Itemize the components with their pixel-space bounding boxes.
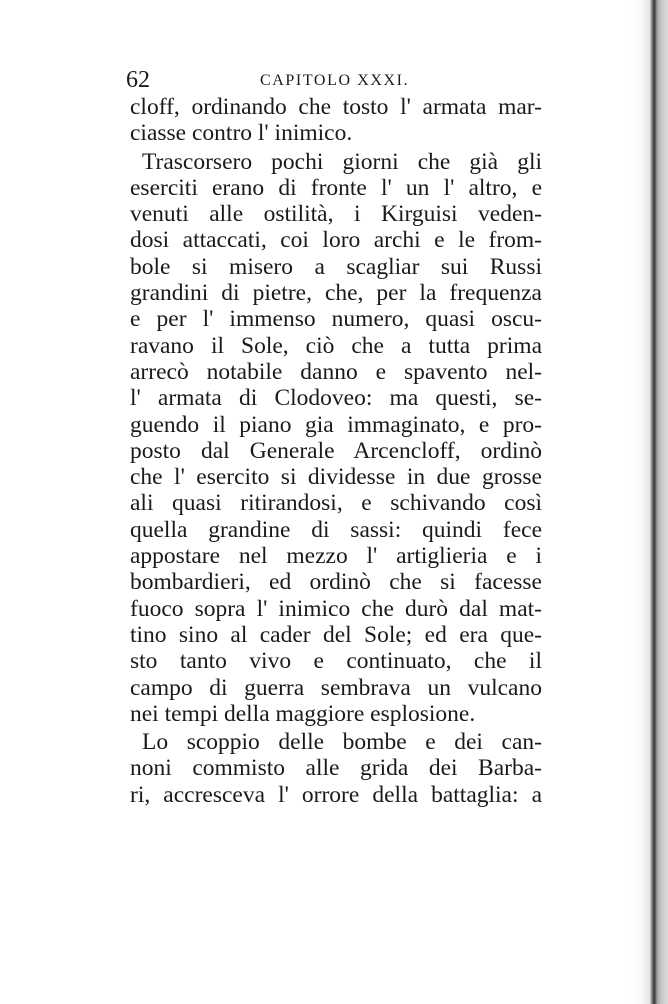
text-line: guendo il piano gia immaginato, e pro- <box>130 411 542 438</box>
text-line: ravano il Sole, ciò che a tutta prima <box>130 332 542 359</box>
text-line: ali quasi ritirandosi, e schivando così <box>130 490 542 517</box>
text-line: che l' esercito si dividesse in due grosse <box>130 464 542 491</box>
text-line: e per l' immenso numero, quasi oscu- <box>130 306 542 333</box>
text-line: sto tanto vivo e continuato, che il <box>130 648 542 675</box>
body-text <box>130 94 542 808</box>
text-line: ciasse contro l' inimico. <box>130 120 353 147</box>
text-line: cloff, ordinando che tosto l' armata mar- <box>130 94 542 120</box>
text-line: dosi attaccati, coi loro archi e le from- <box>130 227 542 254</box>
page-header <box>126 66 546 96</box>
page-number: 62 <box>126 67 150 93</box>
text-line: ri, accresceva l' orrore della battaglia: a <box>130 781 542 808</box>
text-line: tino sino al cader del Sole; ed era que- <box>130 621 542 648</box>
text-line: grandini di pietre, che, per la frequenza <box>130 280 542 307</box>
text-line: appostare nel mezzo l' artiglieria e i <box>130 543 542 570</box>
text-line: bombardieri, ed ordinò che si facesse <box>130 569 542 596</box>
text-line: bole si misero a scagliar sui Russi <box>130 253 542 280</box>
text-line: eserciti erano di fronte l' un l' altro, e <box>130 174 542 201</box>
paragraph-start-line: Trascorsero pochi giorni che già gli <box>142 148 542 175</box>
text-line: arrecò notabile danno e spavento nel- <box>130 358 542 385</box>
text-line: campo di guerra sembrava un vulcano <box>130 674 542 701</box>
text-line: l' armata di Clodoveo: ma questi, se- <box>130 385 542 412</box>
binding-shadow <box>630 0 668 1004</box>
text-line: venuti alle ostilità, i Kirguisi veden- <box>130 201 542 228</box>
paragraph-start-line: Lo scoppio delle bombe e dei can- <box>142 729 542 756</box>
text-line: nei tempi della maggiore esplosione. <box>130 700 476 727</box>
text-line: quella grandine di sassi: quindi fece <box>130 516 542 543</box>
text-line: noni commisto alle grida dei Barba- <box>130 755 542 782</box>
text-line: fuoco sopra l' inimico che durò dal mat- <box>130 595 542 622</box>
text-line: posto dal Generale Arcencloff, ordinò <box>130 437 542 464</box>
running-head: CAPITOLO XXXI. <box>260 72 410 89</box>
